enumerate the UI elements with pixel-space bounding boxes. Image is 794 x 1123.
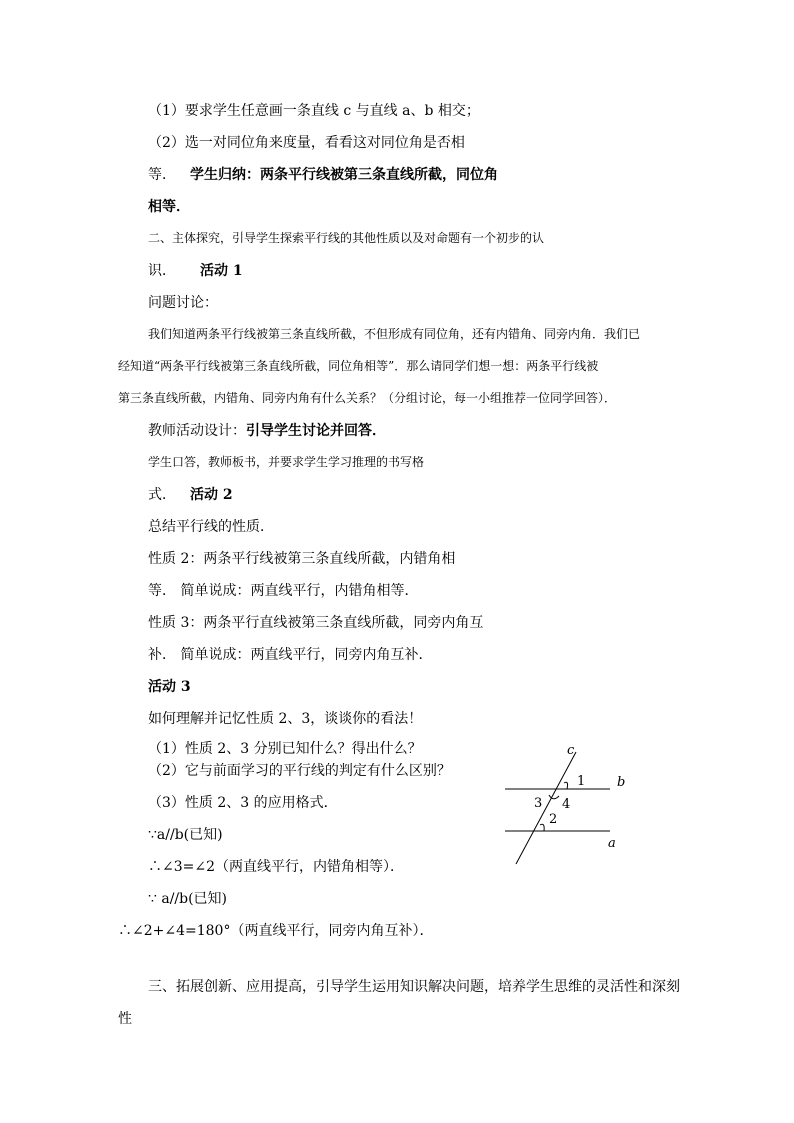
step-1: （1）要求学生任意画一条直线 c 与直线 a、b 相交； (148, 103, 480, 119)
summary-properties: 总结平行线的性质． (148, 519, 274, 535)
property-2: 性质 2：两条平行线被第三条直线所截，内错角相 (148, 551, 456, 567)
step-2: （2）选一对同位角来度量，看看这对同位角是否相 (148, 135, 465, 151)
activity-3-question: 如何理解并记忆性质 2、3，谈谈你的看法！ (148, 711, 423, 727)
label-c: c (567, 743, 575, 758)
label-a: a (608, 836, 616, 851)
teacher-activity-text: 引导学生讨论并回答． (246, 423, 386, 439)
parallel-lines-figure (495, 740, 635, 870)
label-angle-3: 3 (534, 796, 543, 811)
label-angle-2: 2 (549, 812, 558, 827)
discussion-line-3: 第三条直线所截，内错角、同旁内角有什么关系？（分组讨论，每一小组推荐一位同学回答）． (118, 391, 617, 405)
section-3-end: 性 (118, 1011, 132, 1027)
teacher-activity-label: 教师活动设计： (148, 423, 246, 439)
student-answer-line: 学生口答，教师板书，并要求学生学习推理的书写格 (148, 455, 425, 469)
step-2-cont (148, 168, 498, 182)
activity-2-row (148, 488, 233, 502)
activity-1-row (148, 264, 243, 278)
angle-1-arc (564, 782, 568, 789)
angle-3-4-arc (549, 795, 559, 799)
label-angle-4: 4 (562, 797, 571, 812)
because-1: ∵a//b(已知) (148, 827, 223, 843)
because-2: ∵ a//b(已知) (148, 891, 228, 907)
student-answer-end: 式． (148, 487, 176, 503)
question-3: （3）性质 2、3 的应用格式． (148, 795, 338, 811)
section-2-heading: 二、主体探究，引导学生探索平行线的其他性质以及对命题有一个初步的认 (148, 231, 545, 245)
section-2-end: 识． (148, 263, 176, 279)
discussion-line-1: 我们知道两条平行线被第三条直线所截，不但形成有同位角，还有内错角、同旁内角．我们已 (148, 327, 641, 341)
summary-heading: 学生归纳：两条平行线被第三条直线所截，同位角 (190, 167, 498, 183)
section-3-heading: 三、拓展创新、应用提高，引导学生运用知识解决问题，培养学生思维的灵活性和深刻 (148, 979, 680, 995)
question-2: （2）它与前面学习的平行线的判定有什么区别？ (148, 763, 451, 779)
summary-end: 相等． (148, 199, 190, 215)
therefore-1: ∴∠3=∠2（两直线平行，内错角相等）． (148, 859, 405, 875)
angle-2-arc (540, 824, 544, 831)
property-3-short: 补． 简单说成：两直线平行，同旁内角互补． (148, 647, 433, 663)
activity-2-title: 活动 2 (190, 487, 233, 503)
question-label: 问题讨论： (148, 295, 218, 311)
therefore-2: ∴∠2+∠4=180°（两直线平行，同旁内角互补）． (118, 923, 434, 939)
label-angle-1: 1 (577, 774, 586, 789)
activity-1-title: 活动 1 (200, 263, 243, 279)
label-b: b (617, 775, 626, 790)
property-3: 性质 3：两条平行直线被第三条直线所截，同旁内角互 (148, 615, 484, 631)
question-1: （1）性质 2、3 分别已知什么？得出什么？ (148, 741, 422, 757)
property-2-short: 等． 简单说成：两直线平行，内错角相等． (148, 583, 419, 599)
step-2-end: 等． (148, 167, 176, 183)
discussion-line-2: 经知道“两条平行线被第三条直线所截，同位角相等”．那么请同学们想一想：两条平行线被 (118, 359, 599, 373)
teacher-activity-row (148, 424, 386, 438)
activity-3-title: 活动 3 (148, 679, 191, 695)
